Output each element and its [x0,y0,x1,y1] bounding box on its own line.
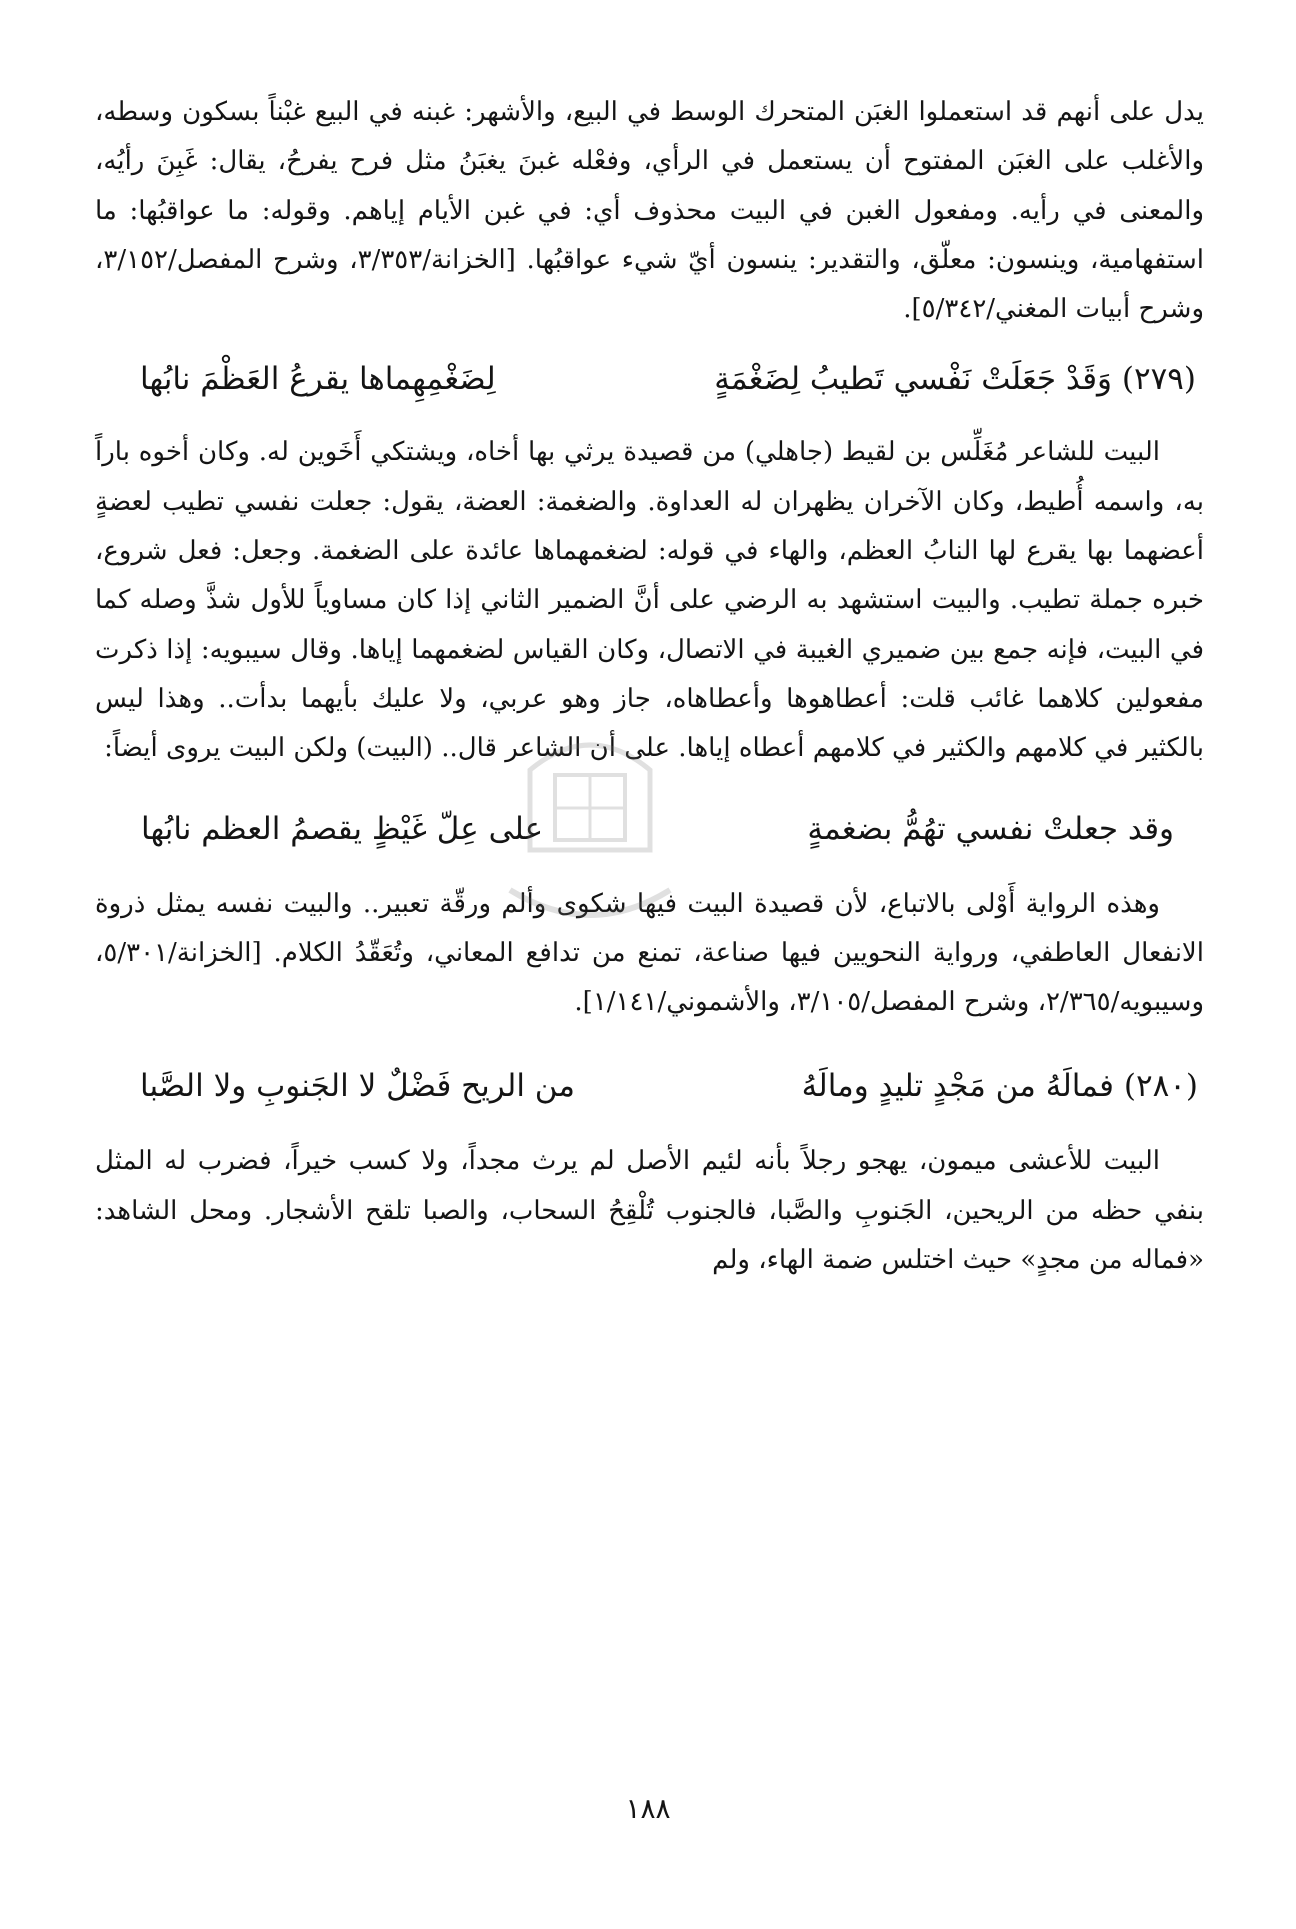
paragraph-intro: يدل على أنهم قد استعملوا الغبَن المتحرك الوسط في البيع، والأشهر: غبنه في البيع غبْناً بسكون وسطه، والأغلب على الغبَن المفتوح أن يستعمل في الرأي، وفعْله غبنَ يغبَنُ مثل فرح يفرحُ، يقال: غَبِنَ رأيُه، والمعنى في رأيه. ومفعول الغبن في البيت محذوف أي: في غبن الأيام إياهم. وقوله: ما عواقبُها: ما استفهامية، وينسون: معلّق، والتقدير: ينسون أيّ شيء عواقبُها. [الخزانة/٣/٣٥٣، وشرح المفصل/٣/١٥٢، وشرح أبيات المغني/٥/٣٤٢]. [95,97,1205,325]
verse-279-second-hemistich: لِضَغْمِهِماها يقرعُ العَظْمَ نابُها [140,361,496,398]
verse-alternate-second-hemistich: على عِلّ غَيْظٍ يقصمُ العظم نابُها [141,810,544,847]
paragraph-verse-280-commentary: البيت للأعشى ميمون، يهجو رجلاً بأنه لئيم الأصل لم يرث مجداً، ولا كسب خيراً، فضرب له المثل بنفي حظه من الريحين، الجَنوبِ والصَّبا، فالجنوب تُلْقِحُ السحاب، والصبا تلقح الأشجار. ومحل الشاهد: «فماله من مجدٍ» حيث اختلس ضمة الهاء، ولم [95,1146,1204,1276]
verse-280-first-hemistich: (٢٨٠) فمالَهُ من مَجْدٍ تليدٍ ومالَهُ [801,1068,1198,1105]
verse-alternate-narration [95,802,1204,856]
verse-alternate-first-hemistich: وقد جعلتْ نفسي تهُمُّ بضغمةٍ [807,810,1174,847]
verse-280-second-hemistich: من الريح فَضْلٌ لا الجَنوبِ ولا الصَّبا [140,1068,575,1105]
verse-279 [95,352,1204,406]
verse-280 [95,1059,1204,1113]
paragraph-verse-279-commentary: البيت للشاعر مُغَلِّس بن لقيط (جاهلي) من قصيدة يرثي بها أخاه، ويشتكي أَخَوين له. وكان أخوه باراً به، واسمه أُطيط، وكان الآخران يظهران له العداوة. والضغمة: العضة، يقول: جعلت نفسي تطيب لعضةٍ أعضهما بها يقرع لها النابُ العظم، والهاء في قوله: لضغمهماها عائدة على الضغمة. وجعل: فعل شروع، خبره جملة تطيب. والبيت استشهد به الرضي على أنَّ الضمير الثاني إذا كان مساوياً للأول شذَّ وصله كما في البيت، فإنه جمع بين ضميري الغيبة في الاتصال، وكان القياس لضغمهما إياها. وقال سيبويه: إذا ذكرت مفعولين كلاهما غائب قلت: أعطاهوها وأعطاهاه، جاز وهو عربي، ولا عليك بأيهما بدأت.. وهذا ليس بالكثير في كلامهم والكثير في كلامهم أعطاه إياها. على أن الشاعر قال.. (البيت) ولكن البيت يروى أيضاً: [95,437,1204,764]
verse-279-first-hemistich: (٢٧٩) وَقَدْ جَعَلَتْ نَفْسي تَطيبُ لِضَغْمَةٍ [714,361,1196,398]
paragraph-narration-commentary: وهذه الرواية أَوْلى بالاتباع، لأن قصيدة البيت فيها شكوى وألم ورقّة تعبير.. والبيت نفسه يمثل ذروة الانفعال العاطفي، ورواية النحويين فيها صناعة، تمنع من تدافع المعاني، وتُعَقّدُ الكلام. [الخزانة/٥/٣٠١، وسيبويه/٢/٣٦٥، وشرح المفصل/٣/١٠٥، والأشموني/١/١٤١]. [95,888,1204,1018]
page-number: ١٨٨ [625,1792,671,1825]
